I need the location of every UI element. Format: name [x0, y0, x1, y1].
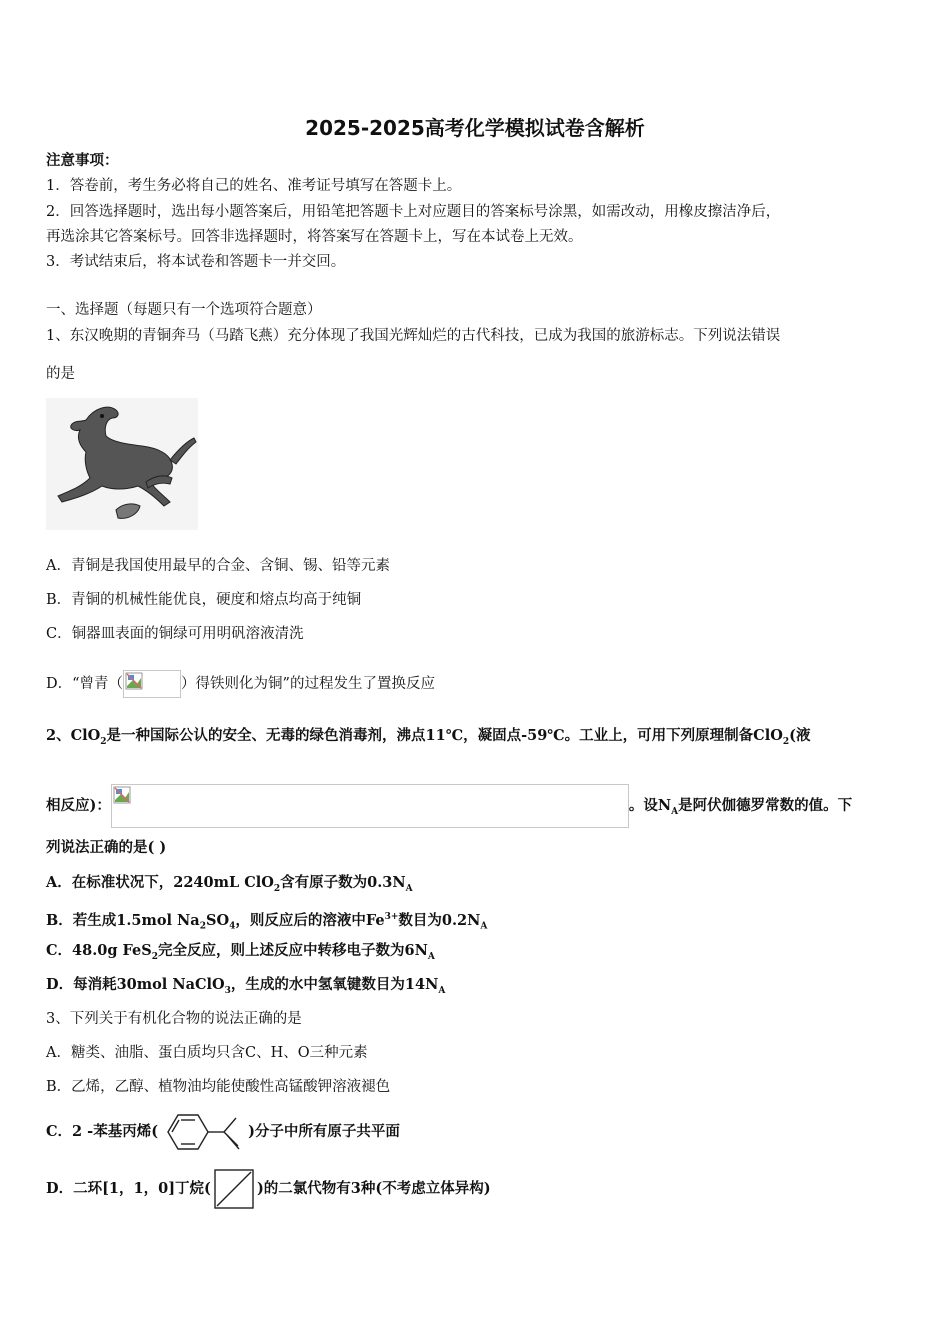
q2-text: 数目为0.2N [398, 911, 481, 929]
q2-stem-line3: 列说法正确的是( ) [46, 839, 167, 856]
notice-item-1: 1．答卷前，考生务必将自己的姓名、准考证号填写在答题卡上。 [46, 178, 462, 194]
q2-text: 2、ClO [46, 727, 101, 744]
q3-text: )分子中所有原子共平面 [248, 1123, 400, 1140]
q3-option-a: A．糖类、油脂、蛋白质均只含C、H、O三种元素 [46, 1045, 368, 1061]
q2-text: D．每消耗30mol NaClO [46, 976, 225, 993]
broken-image-icon [125, 672, 143, 690]
subscript: 4 [229, 921, 236, 932]
q3-text: D．二环[1，1，0]丁烷( [46, 1180, 211, 1197]
broken-image-icon [113, 786, 131, 804]
subscript: 2 [782, 736, 790, 747]
subscript: 2 [199, 921, 206, 932]
notice-item-2-cont: 再选涂其它答案标号。回答非选择题时，将答案写在答题卡上，写在本试卷上无效。 [46, 229, 583, 245]
q1-option-d-post: ）得铁则化为铜”的过程发生了置换反应 [181, 676, 435, 692]
q2-stem-line1 [46, 726, 811, 752]
q1-option-a: A．青铜是我国使用最早的合金、含铜、锡、铅等元素 [46, 558, 390, 574]
notice-item-2: 2．回答选择题时，选出每小题答案后，用铅笔把答题卡上对应题目的答案标号涂黑，如需改动，用橡皮擦洁净后， [46, 204, 781, 220]
subscript: A [405, 883, 413, 894]
q2-option-b [46, 907, 487, 937]
notice-heading: 注意事项： [46, 152, 119, 169]
subscript: A [438, 985, 446, 996]
reaction-equation-image [111, 784, 629, 828]
q3-stem: 3、下列关于有机化合物的说法正确的是 [46, 1011, 302, 1027]
subscript: 3 [224, 985, 231, 996]
q2-option-d [46, 975, 445, 1001]
q2-text: A．在标准状况下，2240mL ClO [46, 874, 274, 891]
subscript: 2 [100, 736, 107, 747]
q2-text: 是一种国际公认的安全、无毒的绿色消毒剂，沸点11℃，凝固点-59℃。工业上，可用下列原理制备ClO [106, 727, 783, 744]
q1-option-c: C．铜器皿表面的铜绿可用明矾溶液清洗 [46, 626, 304, 642]
q3-option-b: B．乙烯，乙醇、植物油均能使酸性高锰酸钾溶液褪色 [46, 1079, 391, 1095]
subscript: A [671, 806, 679, 817]
q1-option-d-pre: D．“曾青（ [46, 676, 124, 692]
bronze-horse-image [46, 398, 198, 530]
subscript: 2 [151, 951, 159, 962]
subscript: 2 [273, 883, 281, 894]
q1-option-b: B．青铜的机械性能优良，硬度和熔点均高于纯铜 [46, 592, 362, 608]
q2-option-a [46, 873, 413, 899]
subscript: A [480, 921, 488, 932]
q2-option-c [46, 941, 435, 967]
notice-item-3: 3．考试结束后，将本试卷和答题卡一并交回。 [46, 254, 346, 270]
q3-text: )的二氯代物有3种(不考虑立体异构) [256, 1180, 491, 1197]
q2-text: (液 [789, 727, 811, 744]
section-heading: 一、选择题（每题只有一个选项符合题意） [46, 302, 322, 318]
q2-text: 是阿伏伽德罗常数的值。下 [678, 797, 853, 814]
q2-text: B．若生成1.5mol Na [46, 911, 200, 929]
phenylpropene-structure-icon [158, 1110, 248, 1154]
q3-option-c [46, 1110, 400, 1154]
q2-text: 。设N [628, 797, 672, 814]
q2-text: 相反应)： [46, 797, 111, 814]
subscript: A [427, 951, 435, 962]
broken-image-placeholder [123, 670, 181, 698]
q2-text: C．48.0g FeS [46, 942, 152, 959]
q3-text: C．2 -苯基丙烯( [46, 1123, 159, 1140]
q2-text: SO [205, 911, 230, 929]
q1-stem: 1、东汉晚期的青铜奔马（马踏飞燕）充分体现了我国光辉灿烂的古代科技，已成为我国的旅游标志。下列说法错误 [46, 328, 781, 344]
q2-text: 完全反应，则上述反应中转移电子数为6N [158, 942, 428, 959]
superscript: 3+ [384, 912, 399, 922]
q1-stem-cont: 的是 [46, 366, 75, 382]
q3-option-d [46, 1166, 491, 1212]
q2-text: ，生成的水中氢氧键数目为14N [230, 976, 439, 993]
q2-text: ，则反应后的溶液中Fe [235, 911, 385, 929]
q2-stem-line2 [46, 784, 852, 828]
q2-text: 含有原子数为0.3N [280, 874, 406, 891]
page-title: 2025-2025高考化学模拟试卷含解析 [305, 116, 645, 140]
q1-option-d [46, 670, 435, 698]
bicyclobutane-structure-icon [211, 1167, 257, 1211]
